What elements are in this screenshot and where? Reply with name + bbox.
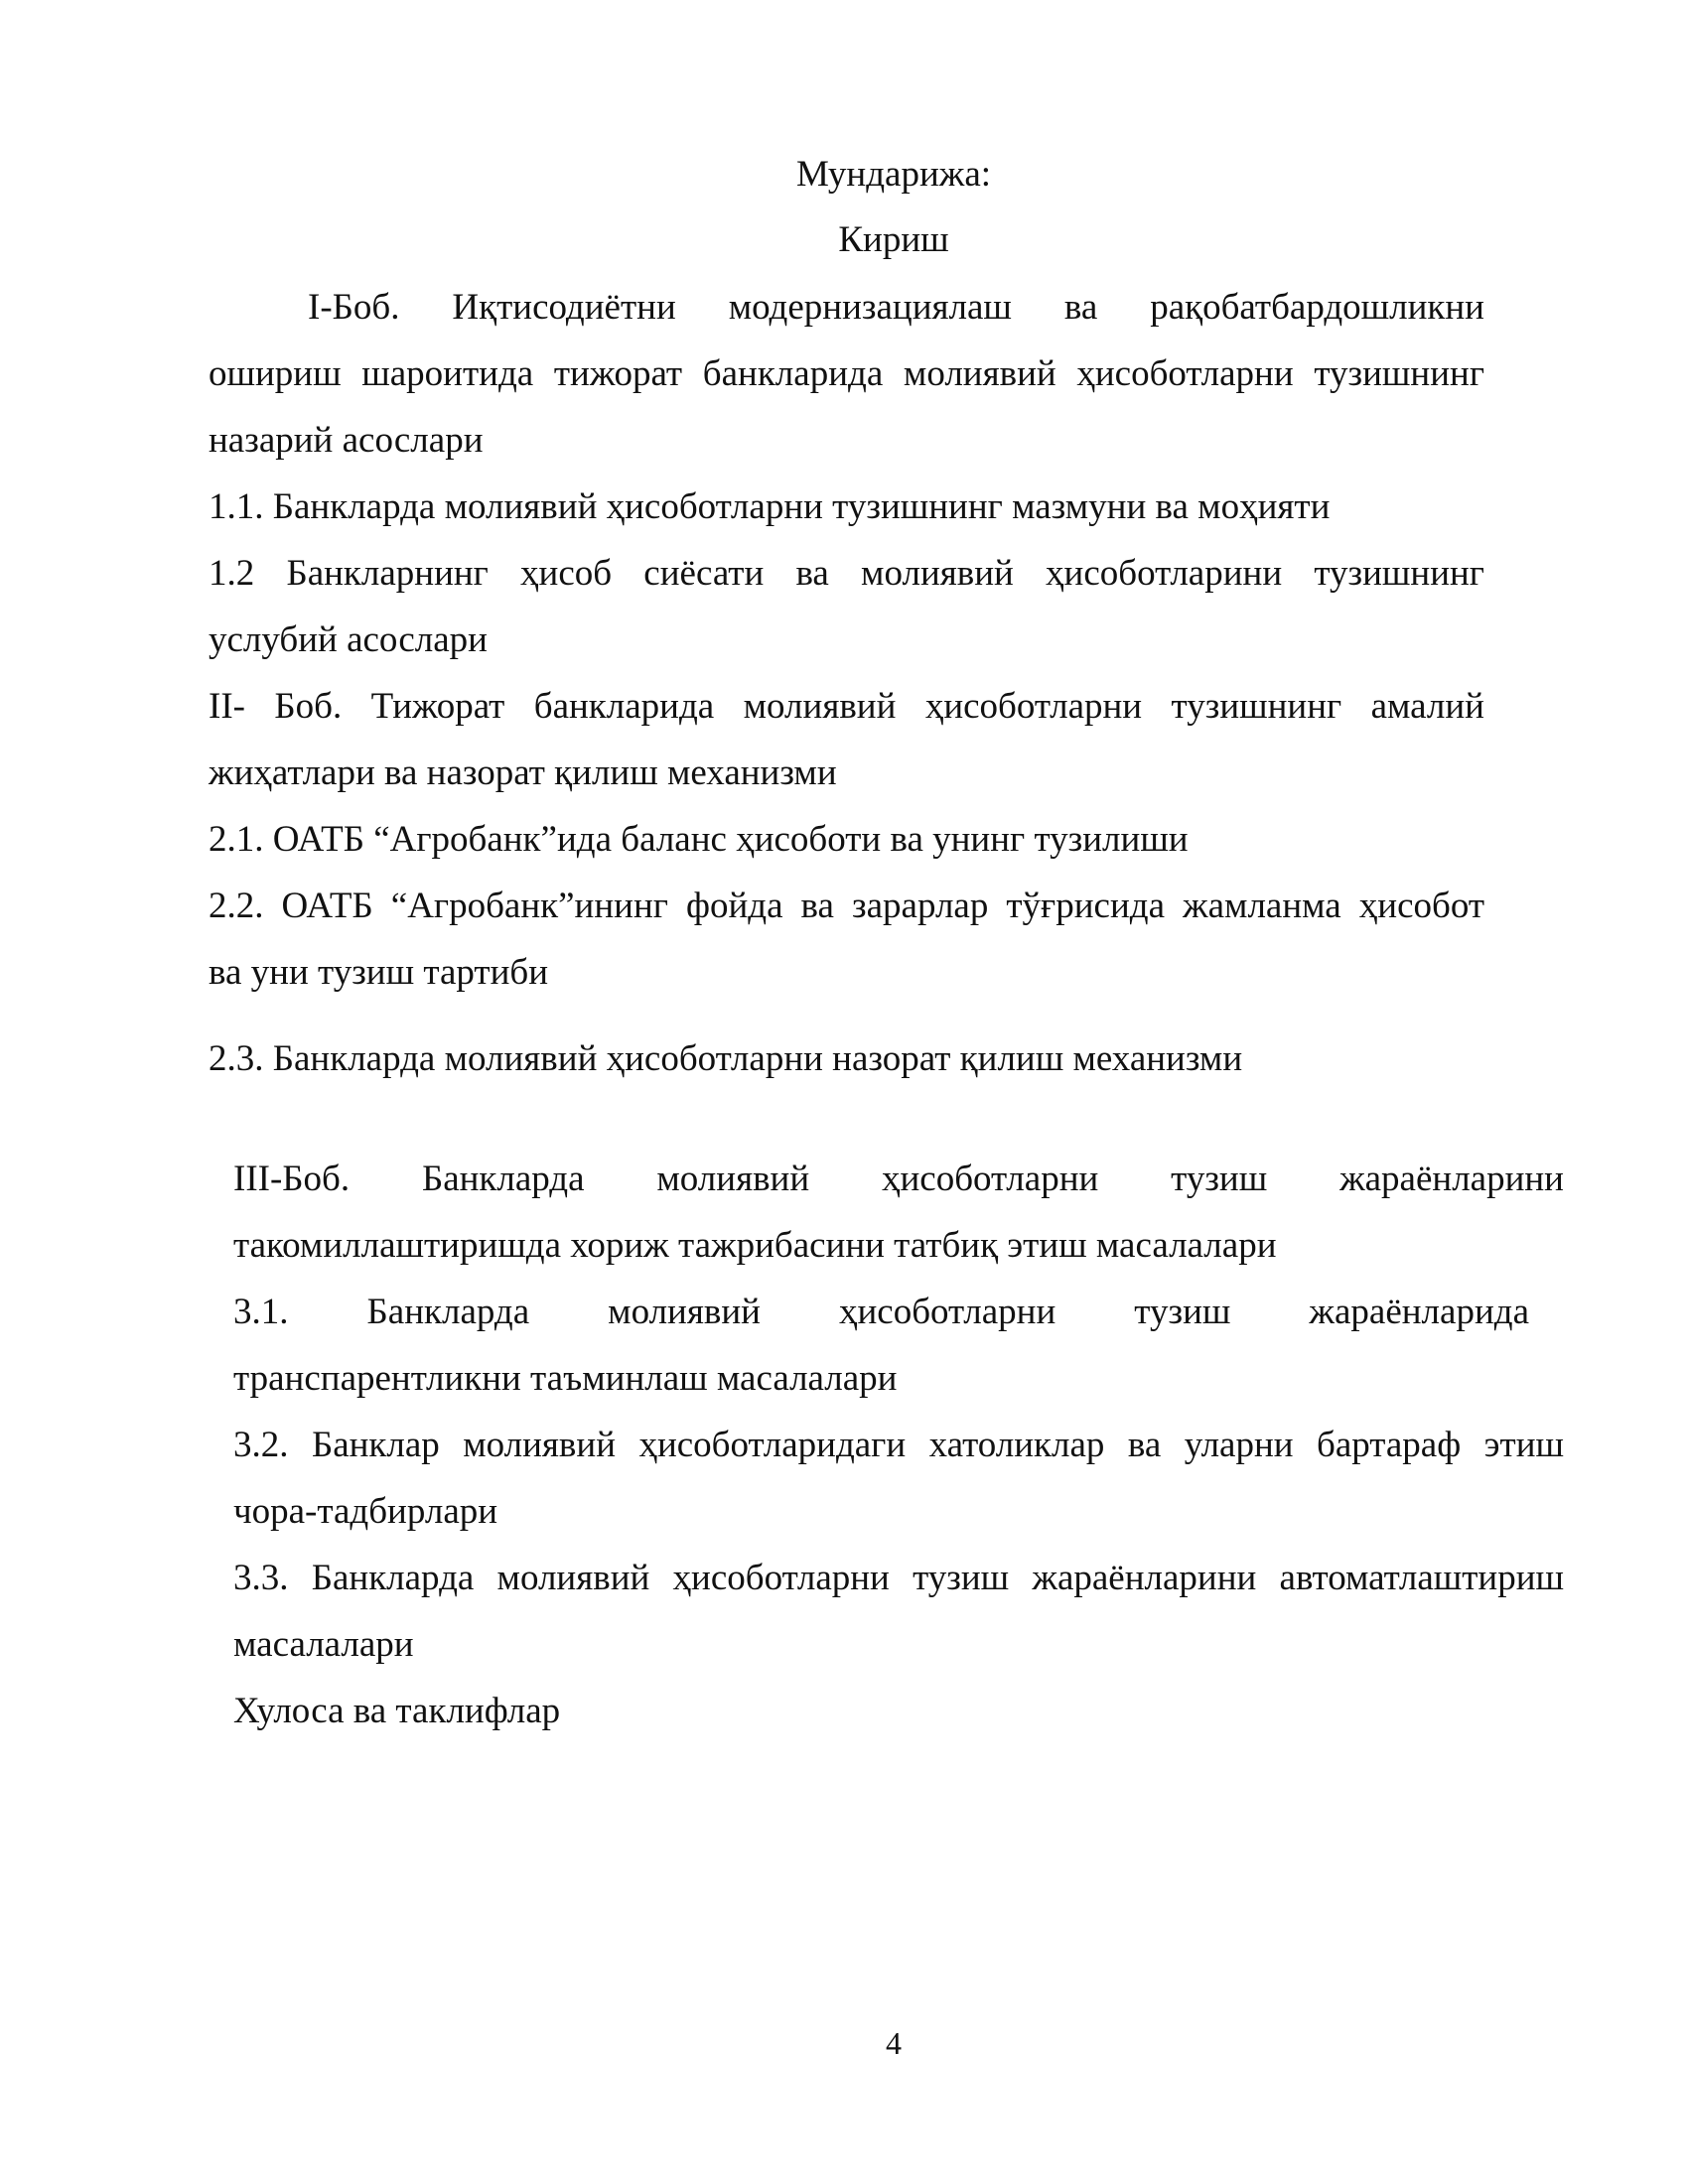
- toc-section-3-3-line-1: 3.3. Банкларда молиявий ҳисоботларни тузиш жараёнларини автоматлаштириш: [233, 1558, 1564, 1598]
- toc-section-2-2: [209, 873, 1484, 1006]
- toc-section-1-2-line-2: услубий асослари: [209, 619, 488, 660]
- page-number: 4: [886, 2025, 902, 2061]
- toc-conclusion-text: Хулоса ва таклифлар: [233, 1691, 561, 1731]
- toc-chapter-1: [209, 274, 1484, 474]
- toc-chapter-3-line-1: III-Боб. Банкларда молиявий ҳисоботларни тузиш жараёнларини: [233, 1159, 1564, 1199]
- toc-section-3-3: [233, 1545, 1564, 1678]
- toc-section-2-3-text: 2.3. Банкларда молиявий ҳисоботларни назорат қилиш механизми: [209, 1038, 1243, 1079]
- toc-section-3-2: [233, 1412, 1564, 1545]
- toc-section-2-2-line-1: 2.2. ОАТБ “Агробанк”ининг фойда ва зарарлар тўғрисида жамланма ҳисобот: [209, 886, 1484, 926]
- toc-title: Мундарижа:: [795, 154, 992, 195]
- toc-section-1-2: [209, 540, 1484, 673]
- toc-section-3-1-line-1: 3.1. Банкларда молиявий ҳисоботларни тузиш жараёнларида: [233, 1292, 1529, 1332]
- toc-section-2-1: [209, 806, 1484, 873]
- toc-chapter-1-line-2: ошириш шароитида тижорат банкларида молиявий ҳисоботларни тузишнинг: [209, 353, 1484, 394]
- toc-chapter-3-line-2: такомиллаштиришда хориж тажрибасини татбиқ этиш масалалари: [233, 1225, 1277, 1266]
- toc-chapter-1-line-1: I-Боб. Иқтисодиётни модернизациялаш ва рақобатбардошликни: [308, 287, 1484, 328]
- toc-chapter-3: [233, 1146, 1564, 1279]
- toc-block-chapter-3: [233, 1146, 1564, 1744]
- toc-section-1-1: [209, 474, 1484, 540]
- toc-chapter-1-line-3: назарий асослари: [209, 420, 484, 461]
- toc-block-section-2-3: [209, 1025, 1484, 1092]
- toc-section-3-1: [233, 1279, 1564, 1412]
- toc-section-2-2-line-2: ва уни тузиш тартиби: [209, 952, 548, 993]
- toc-block-chapters-1-2: [209, 274, 1484, 1006]
- toc-chapter-2-line-2: жиҳатлари ва назорат қилиш механизми: [209, 752, 837, 793]
- toc-section-3-2-line-2: чора-тадбирлари: [233, 1491, 498, 1532]
- toc-chapter-2: [209, 673, 1484, 806]
- toc-section-3-1-line-2: транспарентликни таъминлаш масалалари: [233, 1358, 898, 1399]
- toc-conclusion: [233, 1678, 1564, 1744]
- toc-section-3-3-line-2: масалалари: [233, 1624, 414, 1665]
- toc-intro: Кириш: [838, 219, 949, 260]
- toc-chapter-2-line-1: II- Боб. Тижорат банкларида молиявий ҳисоботларни тузишнинг амалий: [209, 686, 1484, 727]
- toc-section-2-1-text: 2.1. ОАТБ “Агробанк”ида баланс ҳисоботи ва унинг тузилиши: [209, 819, 1189, 860]
- toc-section-3-2-line-1: 3.2. Банклар молиявий ҳисоботларидаги хатоликлар ва уларни бартараф этиш: [233, 1425, 1564, 1465]
- toc-section-1-1-text: 1.1. Банкларда молиявий ҳисоботларни тузишнинг мазмуни ва моҳияти: [209, 486, 1331, 527]
- toc-section-1-2-line-1: 1.2 Банкларнинг ҳисоб сиёсати ва молиявий ҳисоботларини тузишнинг: [209, 553, 1484, 594]
